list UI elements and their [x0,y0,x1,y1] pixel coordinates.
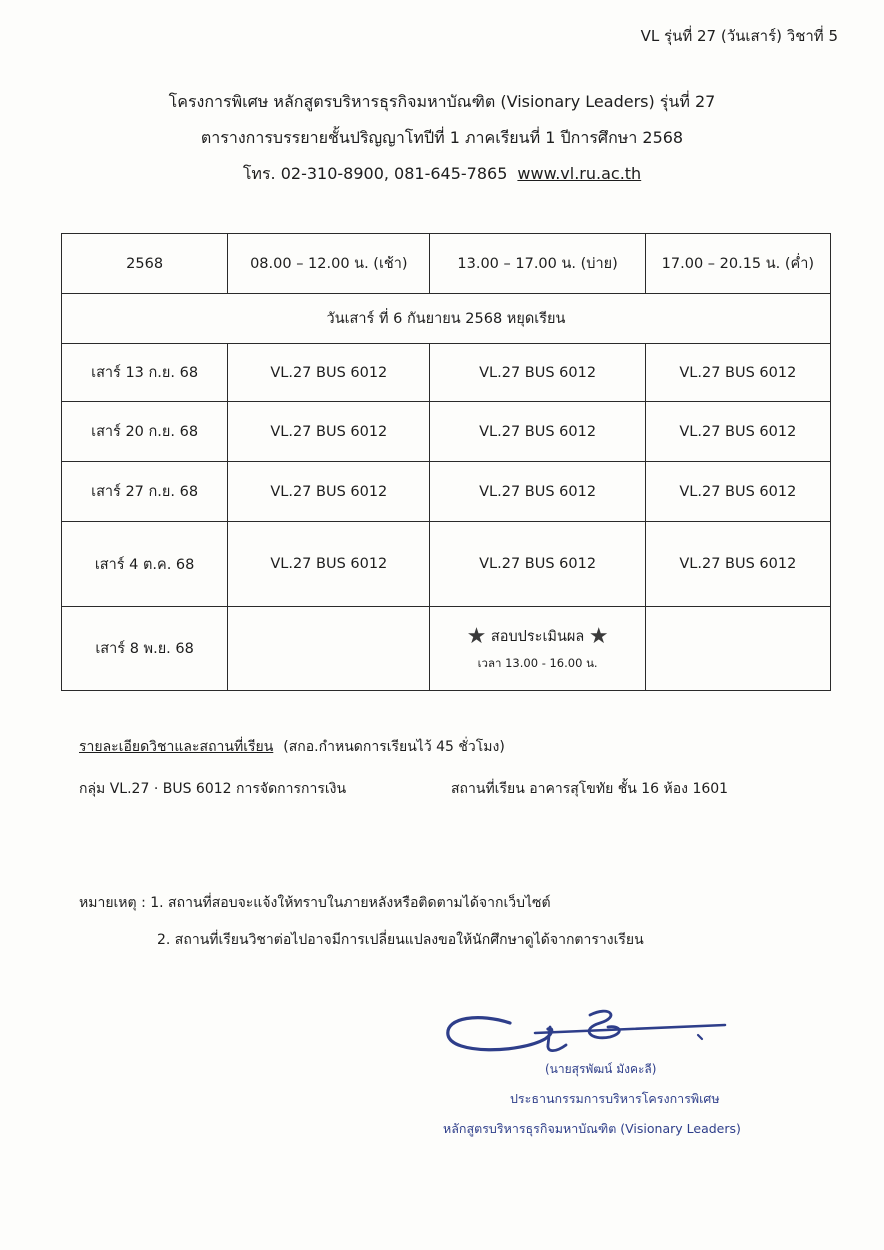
course-group [79,778,346,800]
place-value: อาคารสุโขทัย ชั้น 16 ห้อง 1601 [529,781,729,797]
place-label: สถานที่เรียน [451,781,525,797]
remark-item-1: 1. สถานที่สอบจะแจ้งให้ทราบในภายหลังหรือติดตามได้จากเว็บไซต์ [150,895,551,911]
handwritten-signature [440,1005,740,1060]
row-afternoon: VL.27 BUS 6012 [430,462,645,522]
contact-line [0,160,884,188]
star-icon: ★ [466,624,487,649]
header-afternoon: 13.00 – 17.00 น. (บ่าย) [430,234,645,294]
table-row [62,344,831,402]
title-block [0,88,884,196]
exam-evening-empty [645,607,830,691]
program-title: โครงการพิเศษ หลักสูตรบริหารธุรกิจมหาบัณฑิต (Visionary Leaders) รุ่นที่ 27 [168,92,716,111]
signatory-program: หลักสูตรบริหารธุรกิจมหาบัณฑิต (Visionary Leaders) [443,1121,741,1136]
document-code: VL รุ่นที่ 27 (วันเสาร์) วิชาที่ 5 [640,27,838,45]
table-row [62,402,831,462]
signatory-title: ประธานกรรมการบริหารโครงการพิเศษ [510,1091,720,1106]
group-label: กลุ่ม VL.27 [79,781,150,797]
row-morning: VL.27 BUS 6012 [228,522,430,607]
phone-numbers: โทร. 02-310-8900, 081-645-7865 [242,164,508,183]
table-header-row [62,234,831,294]
row-date: เสาร์ 13 ก.ย. 68 [62,344,228,402]
schedule-title: ตารางการบรรยายชั้นปริญญาโทปีที่ 1 ภาคเรียนที่ 1 ปีการศึกษา 2568 [200,128,684,147]
row-morning: VL.27 BUS 6012 [228,462,430,522]
row-evening: VL.27 BUS 6012 [645,344,830,402]
row-morning: VL.27 BUS 6012 [228,344,430,402]
exam-time: เวลา 13.00 - 16.00 น. [477,656,598,670]
holiday-notice: วันเสาร์ ที่ 6 กันยายน 2568 หยุดเรียน [62,294,831,344]
table-row [62,462,831,522]
row-afternoon: VL.27 BUS 6012 [430,344,645,402]
row-afternoon: VL.27 BUS 6012 [430,402,645,462]
exam-date: เสาร์ 8 พ.ย. 68 [62,607,228,691]
group-course: · BUS 6012 การจัดการการเงิน [153,781,347,797]
course-details-heading [79,736,505,758]
header-evening: 17.00 – 20.15 น. (ค่ำ) [645,234,830,294]
row-date: เสาร์ 27 ก.ย. 68 [62,462,228,522]
remark-1 [79,892,551,914]
header-morning: 08.00 – 12.00 น. (เช้า) [228,234,430,294]
table-row [62,522,831,607]
star-icon: ★ [588,624,609,649]
course-place [451,778,728,800]
exam-label: สอบประเมินผล [490,629,585,645]
row-evening: VL.27 BUS 6012 [645,402,830,462]
row-evening: VL.27 BUS 6012 [645,522,830,607]
details-hours-note: (สกอ.กำหนดการเรียนไว้ 45 ชั่วโมง) [283,739,505,755]
row-evening: VL.27 BUS 6012 [645,462,830,522]
exam-cell [430,607,645,691]
row-afternoon: VL.27 BUS 6012 [430,522,645,607]
row-date: เสาร์ 4 ต.ค. 68 [62,522,228,607]
details-heading: รายละเอียดวิชาและสถานที่เรียน [79,739,274,755]
exam-row [62,607,831,691]
exam-morning-empty [228,607,430,691]
signatory-name: (นายสุรพัฒน์ มังคะลี) [545,1062,657,1076]
schedule-table [61,233,831,691]
header-year: 2568 [62,234,228,294]
row-morning: VL.27 BUS 6012 [228,402,430,462]
holiday-row [62,294,831,344]
remark-prefix: หมายเหตุ : [79,895,146,911]
remark-item-2: 2. สถานที่เรียนวิชาต่อไปอาจมีการเปลี่ยนแปลงขอให้นักศึกษาดูได้จากตารางเรียน [157,932,644,948]
website-link[interactable]: www.vl.ru.ac.th [517,164,642,183]
row-date: เสาร์ 20 ก.ย. 68 [62,402,228,462]
